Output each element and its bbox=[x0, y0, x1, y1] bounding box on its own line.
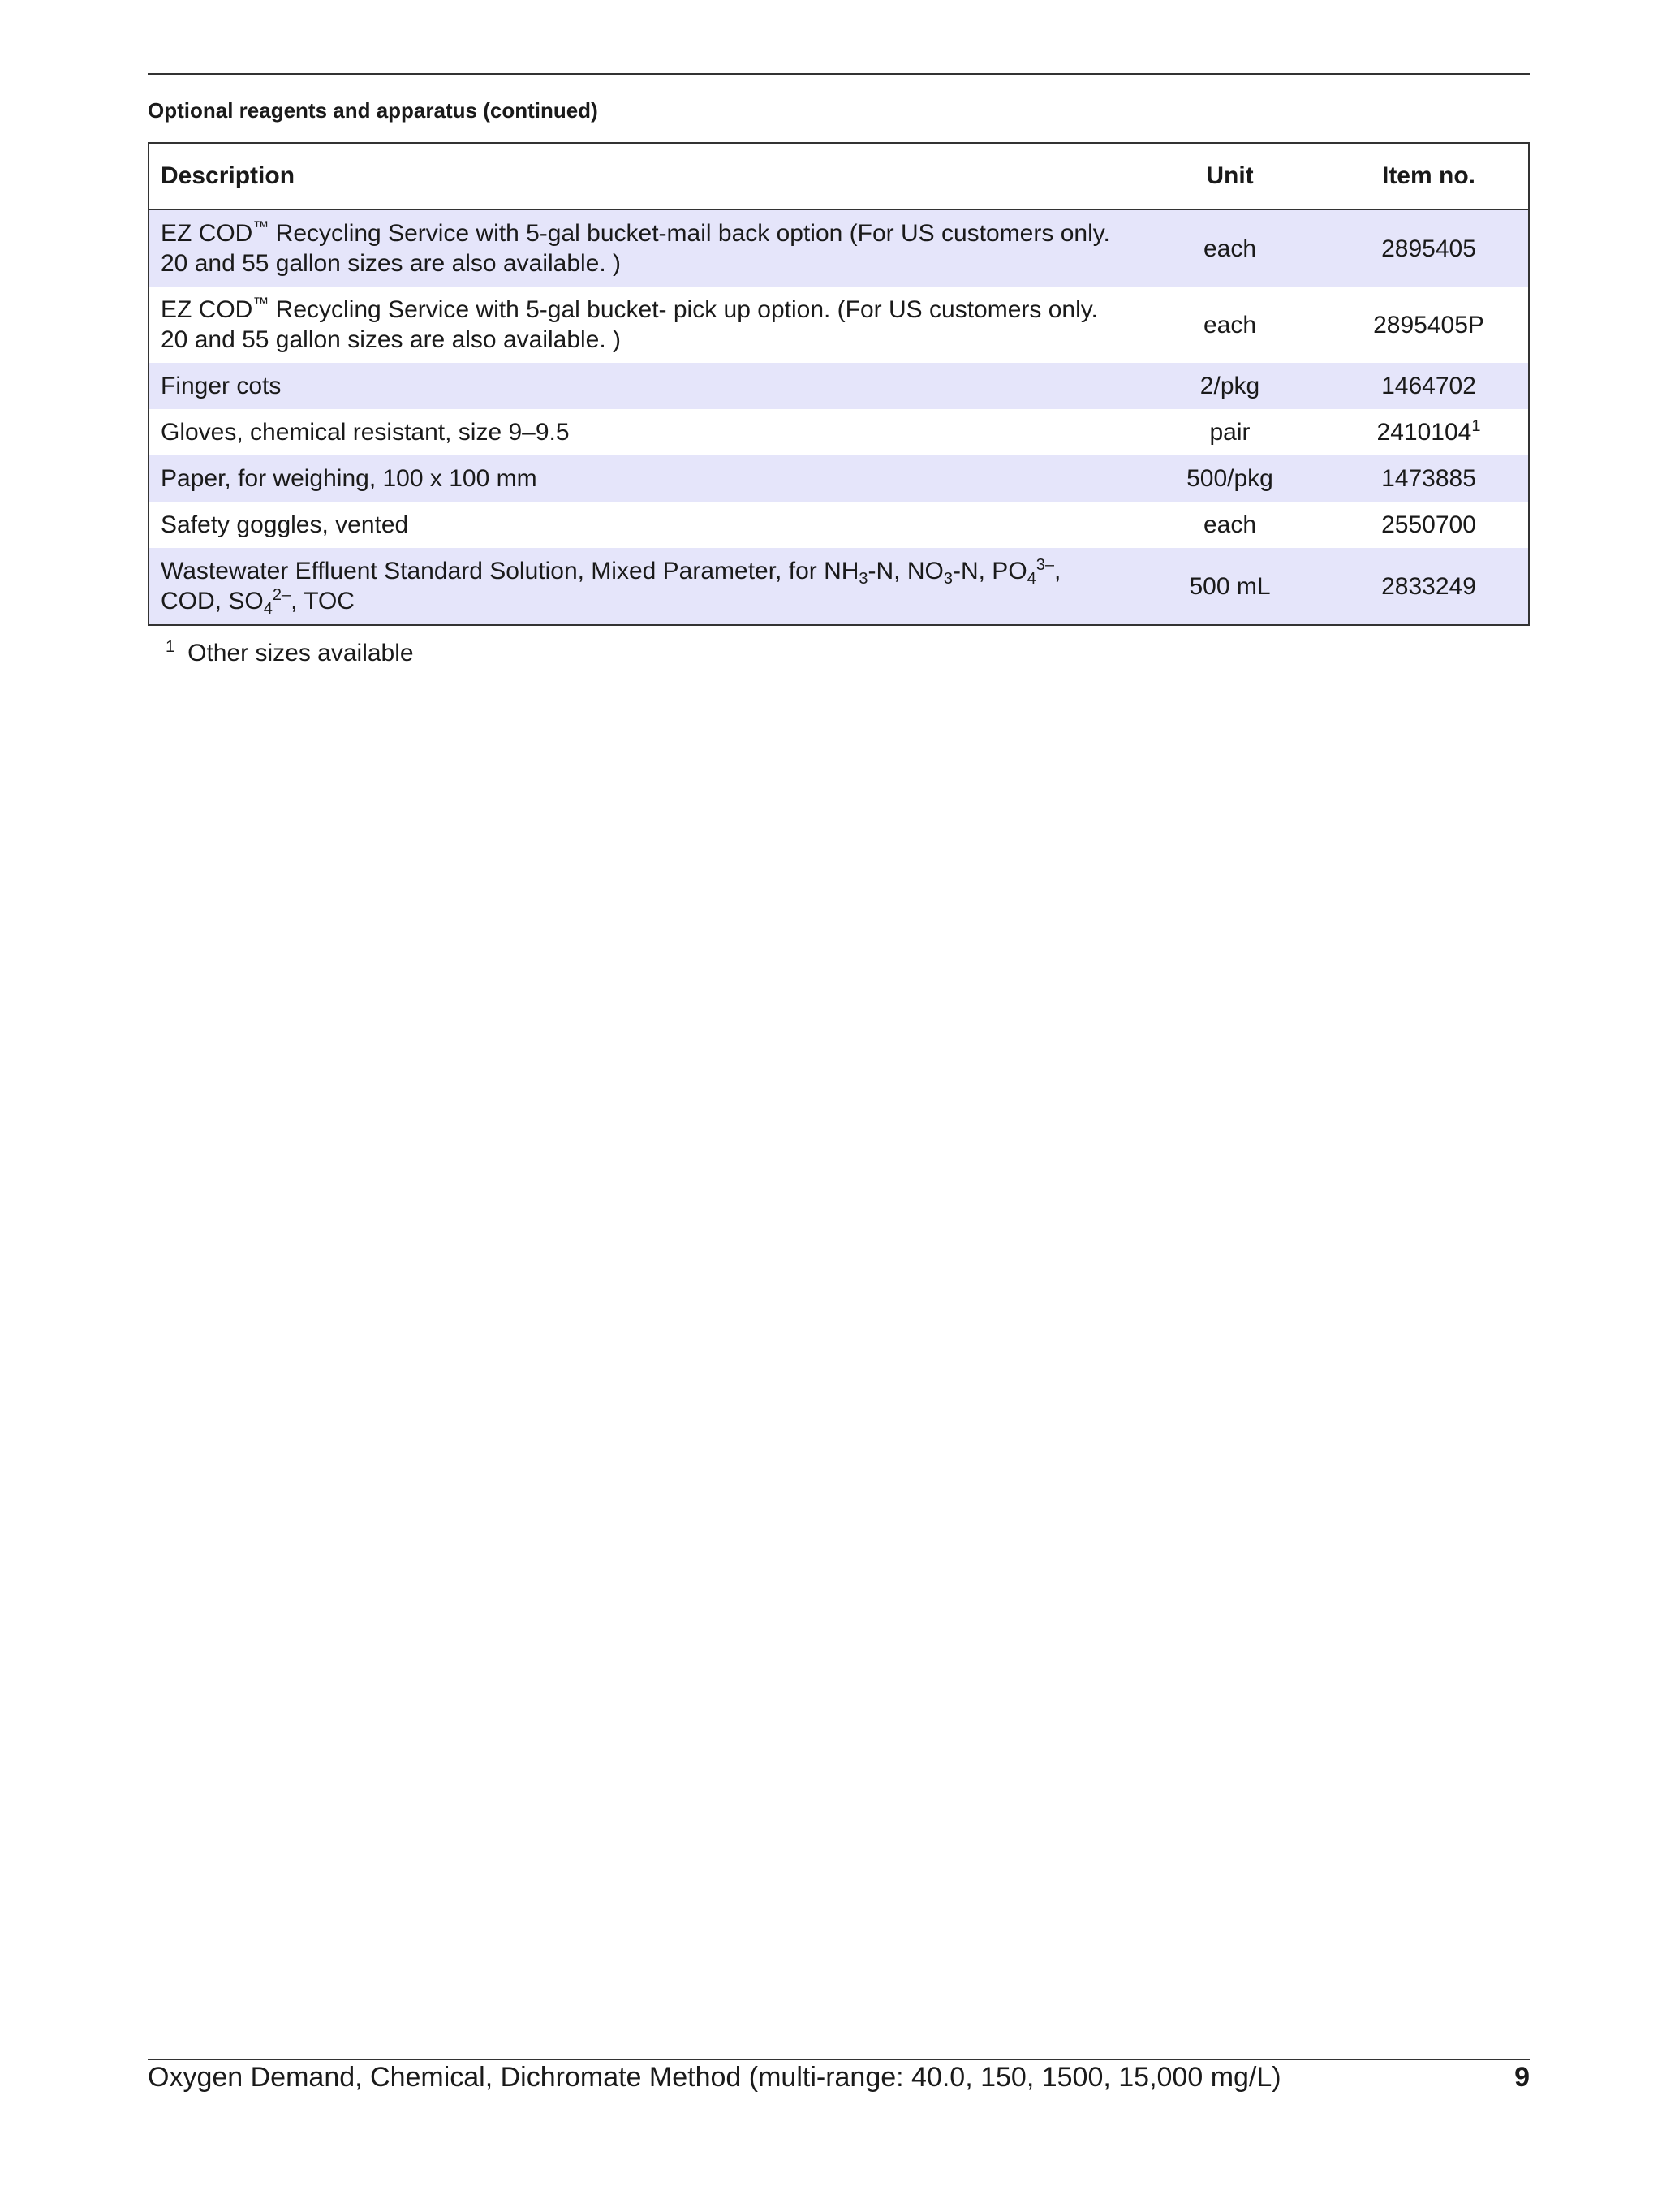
row-description: Finger cots bbox=[149, 363, 1130, 409]
superscript: 2– bbox=[272, 586, 291, 604]
subscript: 3 bbox=[859, 570, 868, 588]
column-header-description: Description bbox=[149, 143, 1130, 209]
row-unit: pair bbox=[1130, 409, 1329, 455]
row-item-no: 1473885 bbox=[1329, 455, 1529, 502]
desc-part: Recycling Service with 5-gal bucket- pick up option. (For US customers only. 20 and 55 gallon sizes are also available. ) bbox=[161, 296, 1098, 353]
trademark-symbol: ™ bbox=[252, 218, 269, 236]
row-unit: each bbox=[1130, 287, 1329, 363]
section-title: Optional reagents and apparatus (continued) bbox=[148, 98, 598, 123]
row-unit: 2/pkg bbox=[1130, 363, 1329, 409]
row-item-no: 2833249 bbox=[1329, 548, 1529, 625]
subscript: 3 bbox=[943, 570, 953, 588]
trademark-symbol: ™ bbox=[252, 295, 269, 313]
page-number: 9 bbox=[1514, 2062, 1530, 2093]
row-item-no: 2550700 bbox=[1329, 502, 1529, 548]
table-footnote bbox=[166, 638, 414, 667]
reagents-table bbox=[148, 142, 1530, 626]
footnote-reference: 1 bbox=[1471, 417, 1481, 435]
desc-part: EZ COD bbox=[161, 296, 253, 323]
table-row bbox=[149, 409, 1529, 455]
row-description bbox=[149, 287, 1130, 363]
footer-document-title: Oxygen Demand, Chemical, Dichromate Method (multi-range: 40.0, 150, 1500, 15,000 mg/L) bbox=[148, 2062, 1281, 2093]
row-description bbox=[149, 548, 1130, 625]
footer-rule bbox=[148, 2059, 1530, 2060]
row-unit: each bbox=[1130, 209, 1329, 287]
footnote-mark: 1 bbox=[166, 638, 175, 656]
row-unit: 500 mL bbox=[1130, 548, 1329, 625]
footnote-text: Other sizes available bbox=[187, 640, 414, 666]
column-header-unit: Unit bbox=[1130, 143, 1329, 209]
table-row bbox=[149, 548, 1529, 625]
row-description: Gloves, chemical resistant, size 9–9.5 bbox=[149, 409, 1130, 455]
row-item-no bbox=[1329, 409, 1529, 455]
item-number: 2410104 bbox=[1376, 419, 1472, 446]
table-row bbox=[149, 363, 1529, 409]
column-header-item-no: Item no. bbox=[1329, 143, 1529, 209]
desc-part: , COD, SO bbox=[161, 558, 1061, 614]
row-description: Paper, for weighing, 100 x 100 mm bbox=[149, 455, 1130, 502]
row-description: Safety goggles, vented bbox=[149, 502, 1130, 548]
desc-part: -N, NO bbox=[868, 558, 944, 584]
row-item-no: 2895405 bbox=[1329, 209, 1529, 287]
desc-part: Recycling Service with 5-gal bucket-mail back option (For US customers only. 20 and 55 gallon sizes are also available. ) bbox=[161, 220, 1110, 277]
desc-part: Wastewater Effluent Standard Solution, Mixed Parameter, for NH bbox=[161, 558, 859, 584]
subscript: 4 bbox=[1027, 570, 1036, 588]
row-description bbox=[149, 209, 1130, 287]
table-row bbox=[149, 455, 1529, 502]
table-header-row bbox=[149, 143, 1529, 209]
desc-part: -N, PO bbox=[952, 558, 1027, 584]
superscript: 3– bbox=[1036, 556, 1055, 574]
header-rule bbox=[148, 73, 1530, 75]
table-row bbox=[149, 287, 1529, 363]
table-row bbox=[149, 209, 1529, 287]
desc-part: EZ COD bbox=[161, 220, 253, 247]
desc-part: , TOC bbox=[291, 588, 355, 614]
table-row bbox=[149, 502, 1529, 548]
row-unit: 500/pkg bbox=[1130, 455, 1329, 502]
row-item-no: 2895405P bbox=[1329, 287, 1529, 363]
row-item-no: 1464702 bbox=[1329, 363, 1529, 409]
row-unit: each bbox=[1130, 502, 1329, 548]
subscript: 4 bbox=[263, 600, 273, 618]
